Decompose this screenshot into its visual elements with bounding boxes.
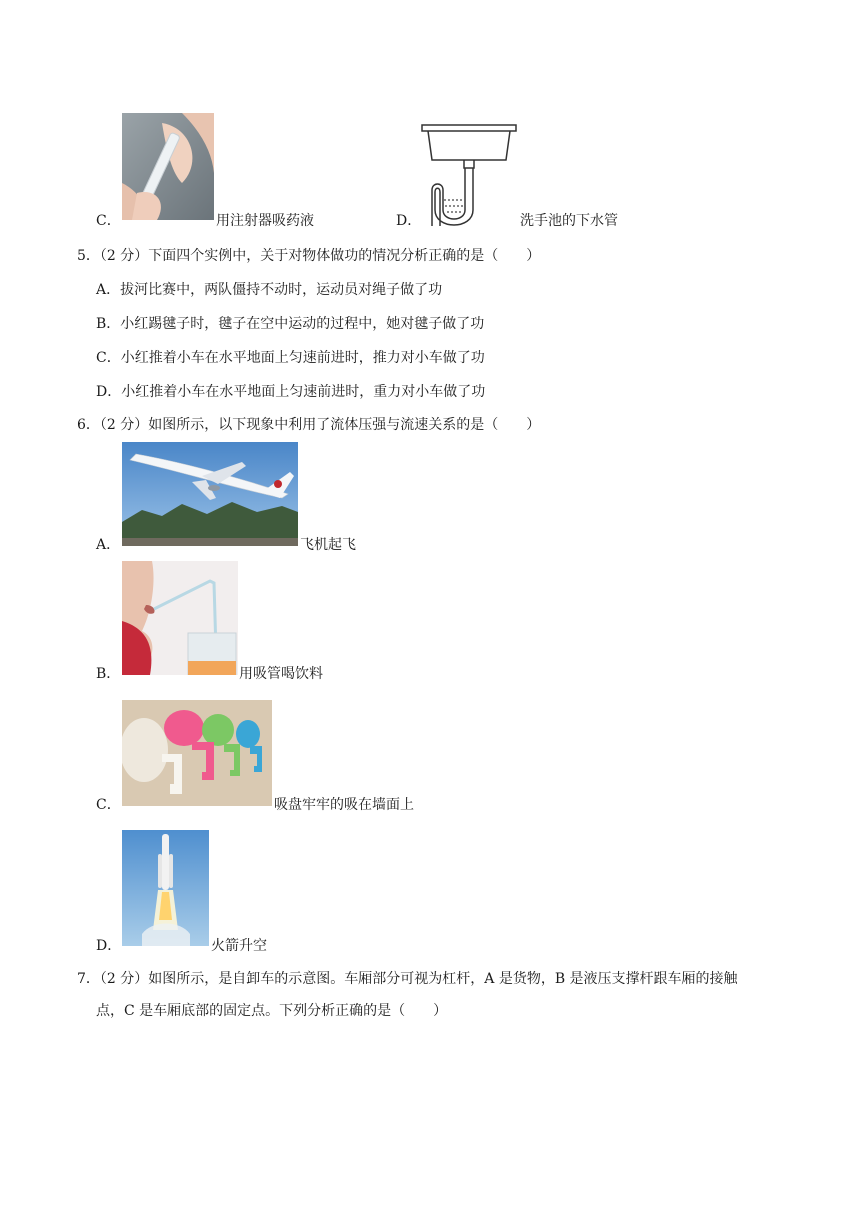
suction-cup-hooks-image xyxy=(122,700,272,806)
q4-option-d-letter: D． xyxy=(396,213,422,229)
q4-option-c-caption: 用注射器吸药液 xyxy=(216,213,314,229)
q7-stem-line2: 点，C 是车厢底部的固定点。下列分析正确的是（ ） xyxy=(96,1003,448,1019)
q5-option-c: C．小红推着小车在水平地面上匀速前进时，推力对小车做了功 xyxy=(96,350,485,366)
q6-option-d-caption: 火箭升空 xyxy=(211,938,267,954)
q5-option-a: A．拔河比赛中，两队僵持不动时，运动员对绳子做了功 xyxy=(96,282,443,298)
q6-option-a-caption: 飞机起飞 xyxy=(300,537,356,553)
rocket-launch-image xyxy=(122,830,209,946)
drinking-straw-image xyxy=(122,561,238,675)
q6-option-b-letter: B． xyxy=(96,666,121,682)
q7-stem-line1: 7．（2 分）如图所示，是自卸车的示意图。车厢部分可视为杠杆，A 是货物，B 是液压支撑杆跟车厢的接触 xyxy=(77,971,738,987)
q6-option-c-letter: C． xyxy=(96,797,121,813)
q6-option-d-letter: D． xyxy=(96,938,122,954)
q6-option-c-caption: 吸盘牢牢的吸在墙面上 xyxy=(274,797,414,813)
q5-option-d: D．小红推着小车在水平地面上匀速前进时，重力对小车做了功 xyxy=(96,384,486,400)
q6-stem: 6．（2 分）如图所示，以下现象中利用了流体压强与流速关系的是（ ） xyxy=(77,417,541,433)
q5-stem: 5．（2 分）下面四个实例中，关于对物体做功的情况分析正确的是（ ） xyxy=(77,248,541,264)
q5-option-b: B．小红踢毽子时，毽子在空中运动的过程中，她对毽子做了功 xyxy=(96,316,485,332)
sink-drain-pipe-diagram xyxy=(418,120,520,226)
syringe-image xyxy=(122,113,214,220)
q4-option-c-letter: C． xyxy=(96,213,121,229)
q6-option-b-caption: 用吸管喝饮料 xyxy=(239,666,323,682)
q6-option-a-letter: A． xyxy=(96,537,121,553)
airplane-takeoff-image xyxy=(122,442,298,546)
q4-option-d-caption: 洗手池的下水管 xyxy=(520,213,618,229)
